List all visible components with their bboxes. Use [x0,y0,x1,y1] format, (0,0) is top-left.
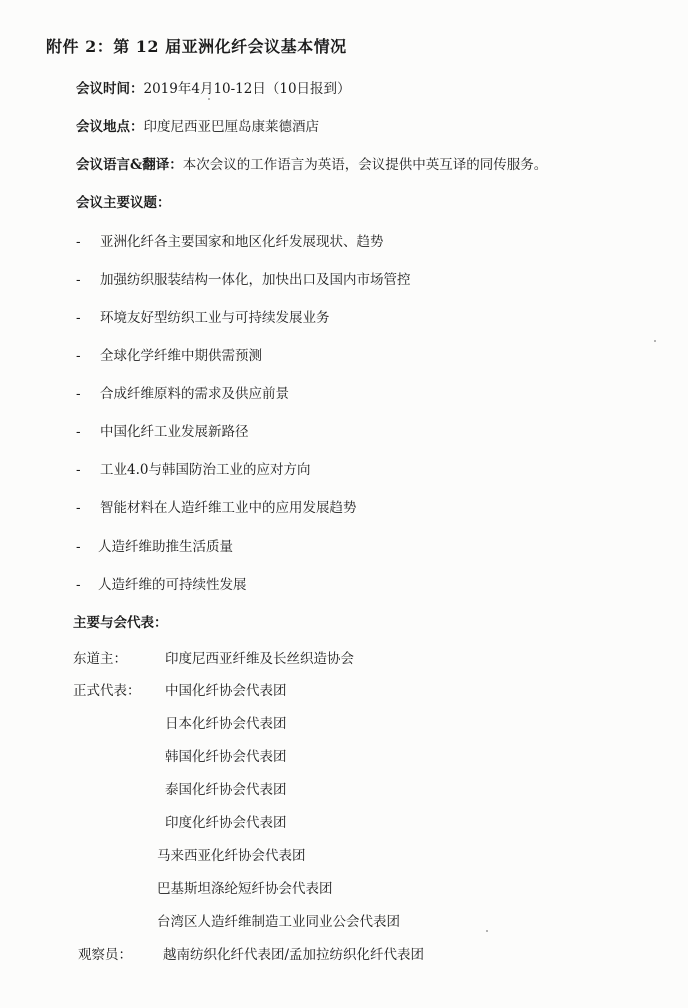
meeting-language-label: 会议语言&翻译： [76,157,183,173]
list-item: 日本化纤协会代表团 [165,716,287,732]
list-item: 巴基斯坦涤纶短纤协会代表团 [157,881,333,897]
topic-text: 环境友好型纺织工业与可持续发展业务 [100,310,330,326]
bullet-dash: - [76,386,81,402]
topic-text: 亚洲化纤各主要国家和地区化纤发展现状、趋势 [100,234,384,250]
bullet-dash: - [76,424,81,440]
meeting-time-row [76,80,351,98]
scan-speck [486,930,488,932]
bullet-dash: - [76,462,81,478]
meeting-language-value: 本次会议的工作语言为英语，会议提供中英互译的同传服务。 [182,157,548,173]
bullet-dash: - [76,348,81,364]
meeting-venue-value: 印度尼西亚巴厘岛康莱德酒店 [143,119,319,135]
bullet-dash: - [76,539,81,555]
meeting-time-value: 2019年4月10-12日（10日报到） [143,81,351,97]
topic-text: 人造纤维的可持续性发展 [98,577,247,593]
scan-speck [208,98,210,100]
topics-label: 会议主要议题： [76,195,171,211]
topic-text: 中国化纤工业发展新路径 [100,424,249,440]
topic-text: 智能材料在人造纤维工业中的应用发展趋势 [100,500,357,516]
topic-text: 合成纤维原料的需求及供应前景 [100,386,289,402]
host-label: 东道主： [73,651,127,667]
list-item: 中国化纤协会代表团 [165,683,287,699]
bullet-dash: - [76,310,81,326]
bullet-dash: - [76,500,81,516]
topic-text: 工业4.0与韩国防治工业的应对方向 [100,462,311,478]
observers-value: 越南纺织化纤代表团/孟加拉纺织化纤代表团 [163,947,425,963]
list-item: 韩国化纤协会代表团 [165,749,287,765]
list-item: 泰国化纤协会代表团 [165,782,287,798]
list-item: 马来西亚化纤协会代表团 [157,848,306,864]
topic-text: 人造纤维助推生活质量 [98,539,233,555]
list-item: 印度化纤协会代表团 [165,815,287,831]
bullet-dash: - [76,577,81,593]
scan-speck [654,340,656,342]
host-value: 印度尼西亚纤维及长丝织造协会 [165,651,354,667]
bullet-dash: - [76,234,81,250]
document-heading: 附件 2：第 12 届亚洲化纤会议基本情况 [46,37,347,56]
topic-text: 全球化学纤维中期供需预测 [100,348,262,364]
observers-label: 观察员： [78,947,132,963]
meeting-venue-row [76,118,319,136]
delegates-label: 主要与会代表： [73,615,168,631]
meeting-language-row [76,156,547,174]
list-item: 台湾区人造纤维制造工业同业公会代表团 [157,914,400,930]
bullet-dash: - [76,272,81,288]
meeting-venue-label: 会议地点： [76,119,144,135]
meeting-time-label: 会议时间： [76,81,144,97]
topic-text: 加强纺织服装结构一体化，加快出口及国内市场管控 [100,272,411,288]
official-label: 正式代表： [73,683,141,699]
